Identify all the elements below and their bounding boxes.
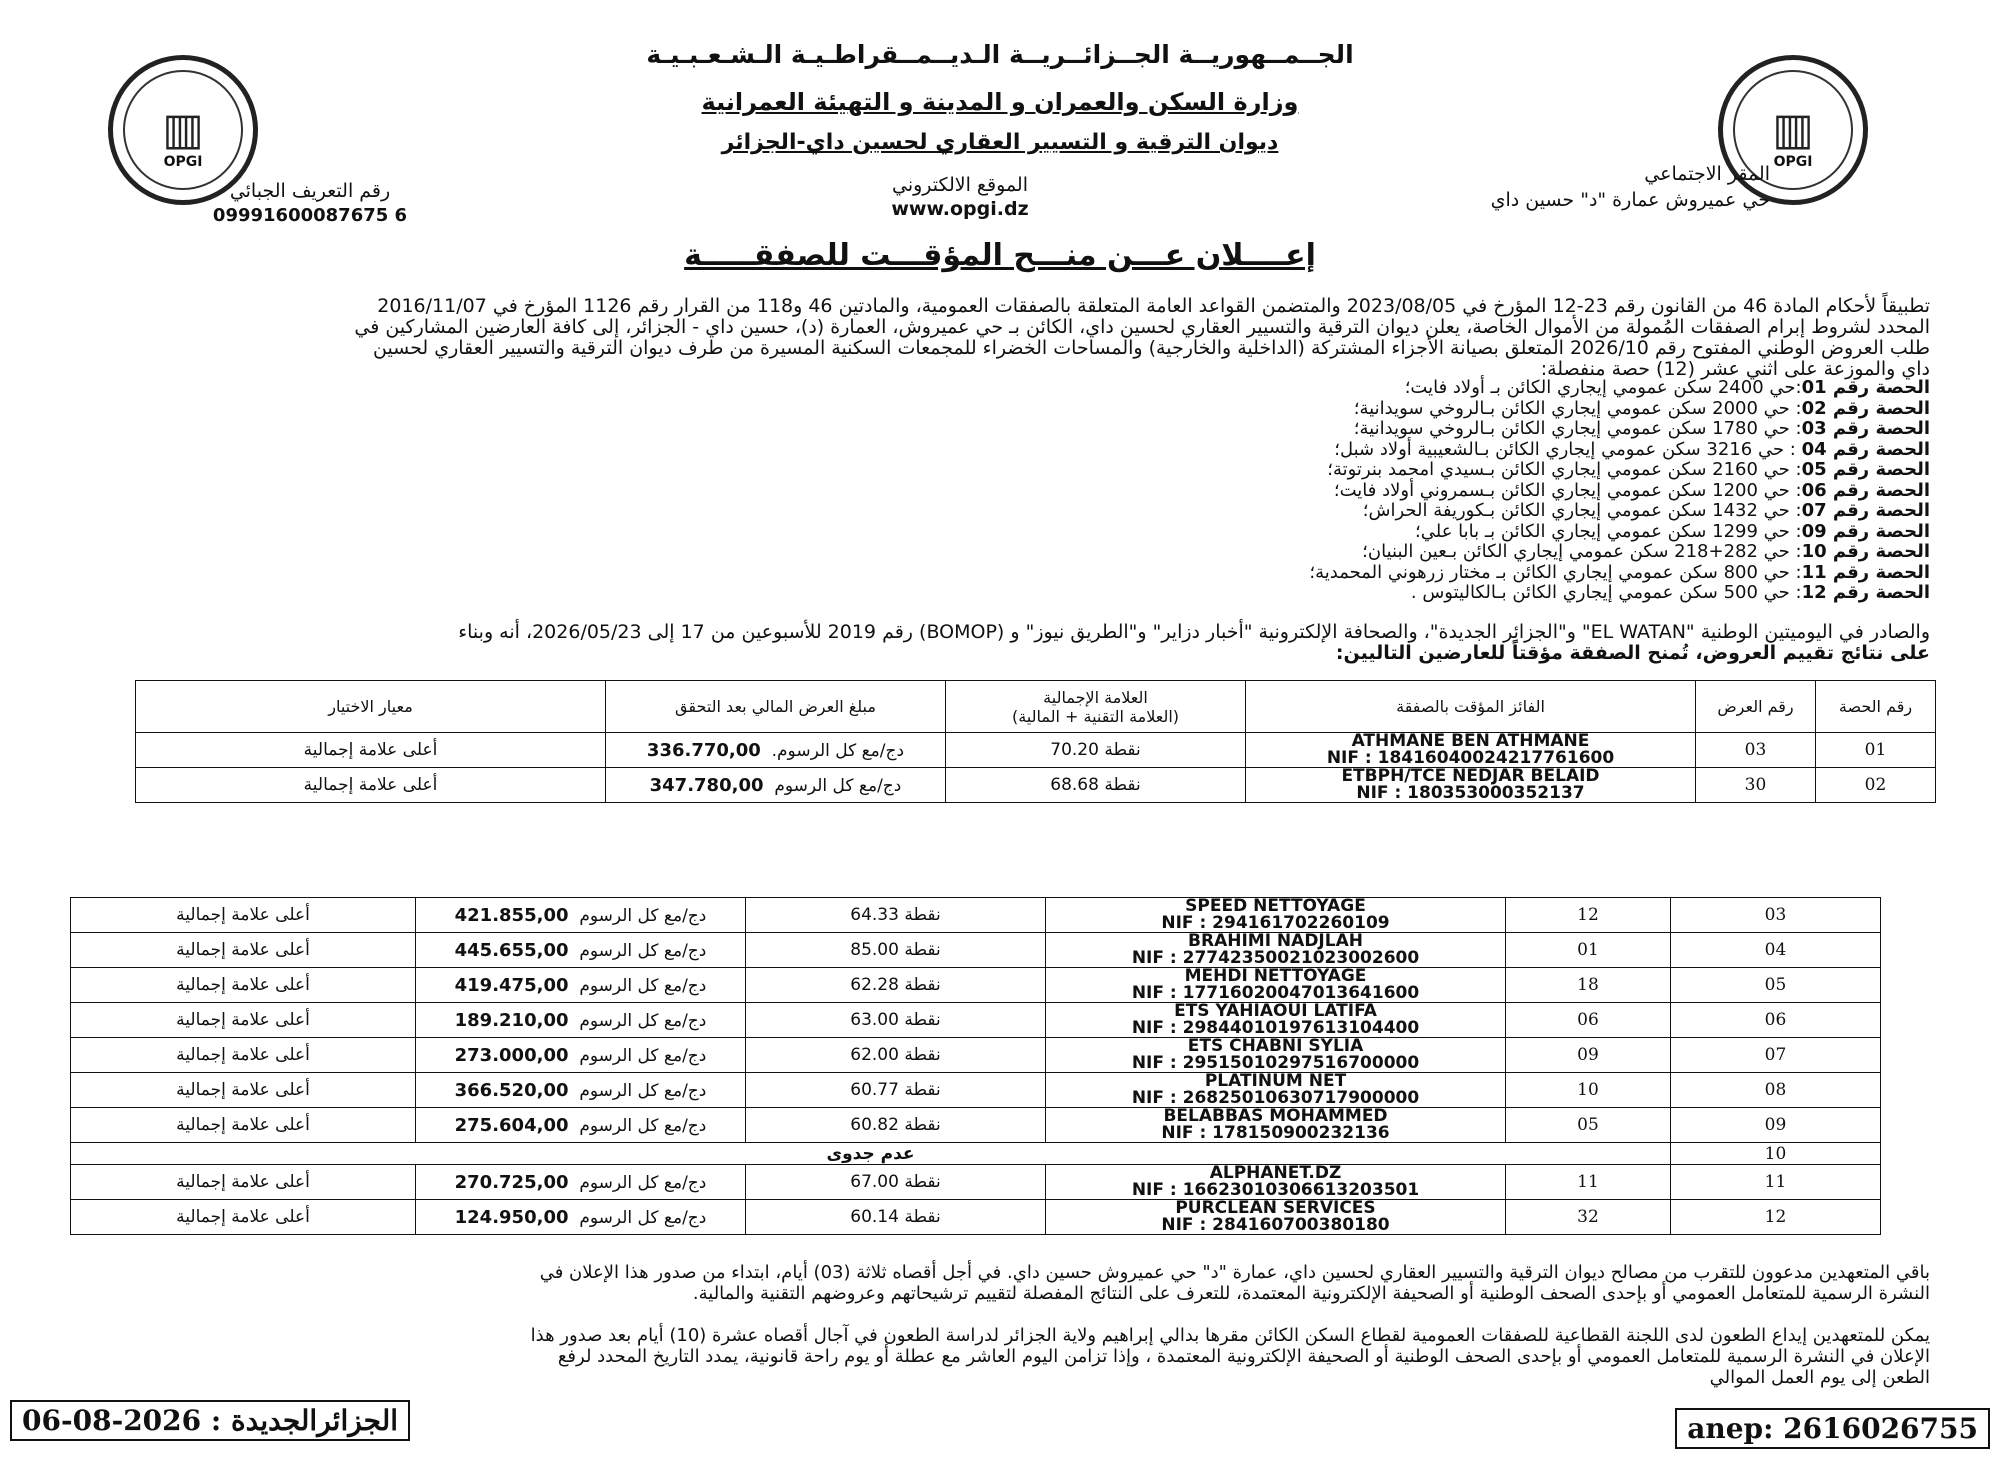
table-row [71,1073,1881,1108]
cell-offer: 30 [1696,768,1816,803]
cell-winner: ALPHANET.DZ NIF : 16623010306613203501 [1046,1165,1506,1200]
cell-lot: 08 [1671,1073,1881,1108]
cell-lot: 06 [1671,1003,1881,1038]
cell-lot: 09 [1671,1108,1881,1143]
cell-winner: ATHMANE BEN ATHMANE NIF : 18416040024217761600 [1246,733,1696,768]
table-row [136,768,1936,803]
cell-winner: ETBPH/TCE NEDJAR BELAID NIF : 180353000352137 [1246,768,1696,803]
cell-winner: ETS CHABNI SYLIA NIF : 29515010297516700000 [1046,1038,1506,1073]
intro-line: المحدد لشروط إبرام الصفقات المُمولة من الأموال الخاصة، يعلن ديوان الترقية والتسيير العقاري لحسين داي، الكائن بـ حي عميروش، العمارة (د)، حسين داي - الجزائر، إلى كافة العارضين المشاركين في [354,316,1930,338]
seal-label: OPGI [1773,154,1813,170]
cell-criterion: أعلى علامة إجمالية [136,733,606,768]
cell-lot: 04 [1671,933,1881,968]
hq-address: حي عميروش عمارة "د" حسين داي [1490,189,1770,211]
cell-score: نقطة 64.33 [746,898,1046,933]
cell-amount: 366.520,00 دج/مع كل الرسوم [416,1073,746,1108]
footer-paragraph-2: يمكن للمتعهدين إيداع الطعون لدى اللجنة القطاعية للصفقات العمومية لقطاع السكن الكائن مقرها بدالي إبراهيم ولاية الجزائر لدراسة الطعون في آجال أقصاه عشرة (10) أيام بعد صدور هذا الإعلان في النشرة الرسمية للمتعامل العمومي أو بإحدى الصحف الوطنية أو الصحيفة الإلكترونية المعتمدة ، وإذا تزامن اليوم العاشر مع عطلة أو يوم راحة قانونية، يمدد التاريخ المحدد لرفع الطعن إلى يوم العمل الموالي [530,1325,1930,1388]
announcement-title: إعــــلان عـــن منـــح المؤقـــت للصفقـــــة [684,238,1316,273]
header-offer: رقم العرض [1696,681,1816,733]
cell-score: نقطة 62.28 [746,968,1046,1003]
lot-item: الحصة رقم 04 : حي 3216 سكن عمومي إيجاري الكائن بـالشعيبية أولاد شبل؛ [1334,438,1930,460]
table-row [71,933,1881,968]
cell-lot: 10 [1671,1143,1881,1165]
cell-score: نقطة 62.00 [746,1038,1046,1073]
cell-lot: 01 [1816,733,1936,768]
cell-amount: 336.770,00 دج/مع كل الرسوم. [606,733,946,768]
cell-amount: 273.000,00 دج/مع كل الرسوم [416,1038,746,1073]
publication-line: على نتائج تقييم العروض، تُمنح الصفقة مؤقتاً للعارضين التاليين: [1335,642,1930,664]
cell-amount: 275.604,00 دج/مع كل الرسوم [416,1108,746,1143]
table-row-lot10 [71,1143,1881,1165]
intro-line: داي والموزعة على اثني عشر (12) حصة منفصلة: [1540,358,1930,380]
cell-score: نقطة 68.68 [946,768,1246,803]
cell-score: نقطة 70.20 [946,733,1246,768]
newspaper-date-stamp: الجزائرالجديدة : 2026-08-06 [10,1400,410,1441]
lot-item: الحصة رقم 12: حي 500 سكن عمومي إيجاري الكائن بـالكاليتوس . [1410,582,1930,603]
lot-item: الحصة رقم 09: حي 1299 سكن عمومي إيجاري الكائن بـ بابا علي؛ [1415,520,1930,542]
building-icon: ▥ [162,104,204,155]
results-table-2 [70,897,1881,1235]
header-criterion: معيار الاختيار [136,681,606,733]
lot-item: الحصة رقم 07: حي 1432 سكن عمومي إيجاري الكائن بـكوريفة الحراش؛ [1362,500,1930,521]
cell-winner: PLATINUM NET NIF : 26825010630717900000 [1046,1073,1506,1108]
cell-lot: 07 [1671,1038,1881,1073]
intro-line: طلب العروض الوطني المفتوح رقم 2026/10 المتعلق بصيانة الأجزاء المشتركة (الداخلية والخارجية) والمساحات الخضراء للمجمعات السكنية المسيرة من طرف ديوان الترقية والتسيير العقاري لحسين [372,337,1930,359]
cell-score: نقطة 60.77 [746,1073,1046,1108]
table-row [71,1108,1881,1143]
header-amount: مبلغ العرض المالي بعد التحقق [606,681,946,733]
cell-lot: 02 [1816,768,1936,803]
cell-criterion: أعلى علامة إجمالية [71,1038,416,1073]
cell-offer: 18 [1506,968,1671,1003]
cell-amount: 419.475,00 دج/مع كل الرسوم [416,968,746,1003]
lot-item: الحصة رقم 01:حي 2400 سكن عمومي إيجاري الكائن بـ أولاد فايت؛ [1404,377,1930,398]
cell-score: نقطة 63.00 [746,1003,1046,1038]
cell-amount: 124.950,00 دج/مع كل الرسوم [416,1200,746,1235]
cell-amount: 347.780,00 دج/مع كل الرسوم [606,768,946,803]
office-title: ديوان الترقية و التسيير العقاري لحسين داي-الجزائر [721,130,1279,155]
table-header-row [136,681,1936,733]
cell-offer: 03 [1696,733,1816,768]
table-row [71,1038,1881,1073]
cell-criterion: أعلى علامة إجمالية [71,968,416,1003]
hq-label: المقر الاجتماعي [1644,163,1770,185]
cell-offer: 01 [1506,933,1671,968]
seal-label: OPGI [163,154,203,170]
cell-offer: 09 [1506,1038,1671,1073]
results-table-1 [135,680,1936,803]
cell-amount: 189.210,00 دج/مع كل الرسوم [416,1003,746,1038]
cell-score: نقطة 60.14 [746,1200,1046,1235]
cell-criterion: أعلى علامة إجمالية [136,768,606,803]
building-icon: ▥ [1772,104,1814,155]
cell-criterion: أعلى علامة إجمالية [71,933,416,968]
ministry-title: وزارة السكن والعمران و المدينة و التهيئة العمرانية [701,88,1299,116]
table-row [71,1003,1881,1038]
lot-item: الحصة رقم 11: حي 800 سكن عمومي إيجاري الكائن بـ مختار زرهوني المحمدية؛ [1309,561,1930,583]
cell-criterion: أعلى علامة إجمالية [71,1073,416,1108]
republic-title: الجــمــهوريــة الجــزائــريــة الـديــمــقراطـيـة الـشـعـبـيـة [646,40,1354,69]
cell-lot: 03 [1671,898,1881,933]
cell-winner: PURCLEAN SERVICES NIF : 284160700380180 [1046,1200,1506,1235]
lot-item: الحصة رقم 03: حي 1780 سكن عمومي إيجاري الكائن بـالروخي سويدانية؛ [1353,418,1930,439]
lot-item: الحصة رقم 10: حي 282+218 سكن عمومي إيجاري الكائن بـعين البنيان؛ [1362,541,1930,562]
cell-criterion: أعلى علامة إجمالية [71,1003,416,1038]
intro-paragraph [130,296,1930,380]
cell-lot: 12 [1671,1200,1881,1235]
cell-score: نقطة 85.00 [746,933,1046,968]
cell-offer: 10 [1506,1073,1671,1108]
tax-id-value: 09991600087675 6 [212,205,408,226]
cell-winner: ETS YAHIAOUI LATIFA NIF : 29844010197613104400 [1046,1003,1506,1038]
anep-reference: anep: 2616026755 [1675,1408,1990,1449]
lot-item: الحصة رقم 05: حي 2160 سكن عمومي إيجاري الكائن بـسيدي امحمد بنرتوتة؛ [1327,459,1930,480]
intro-line: تطبيقاً لأحكام المادة 46 من القانون رقم 23-12 المؤرخ في 2023/08/05 والمتضمن القواعد العامة المتعلقة بالصفقات العمومية، والمادتين 46 و118 من القرار رقم 1126 المؤرخ في 2016/11/07 [377,295,1930,317]
table-row [71,968,1881,1003]
cell-amount: 421.855,00 دج/مع كل الرسوم [416,898,746,933]
cell-offer: 05 [1506,1108,1671,1143]
website-link[interactable]: www.opgi.dz [891,198,1029,220]
footer-paragraph-1: باقي المتعهدين مدعوون للتقرب من مصالح ديوان الترقية والتسيير العقاري لحسين داي، عمارة "د" حي عميروش حسين داي. في أجل أقصاه ثلاثة (03) أيام، ابتداء من صدور هذا الإعلان في النشرة الرسمية للمتعامل العمومي أو بإحدى الصحف الوطنية أو الصحيفة الإلكترونية المعتمدة، للتعرف على النتائج المفصلة لتقييم ترشيحاتهم وعروضهم التقنية والمالية. [539,1262,1930,1304]
cell-criterion: أعلى علامة إجمالية [71,898,416,933]
cell-amount: 445.655,00 دج/مع كل الرسوم [416,933,746,968]
cell-winner: BRAHIMI NADJLAH NIF : 27742350021023002600 [1046,933,1506,968]
header-score: العلامة الإجمالية (العلامة التقنية + المالية) [946,681,1246,733]
cell-amount: 270.725,00 دج/مع كل الرسوم [416,1165,746,1200]
cell-winner: SPEED NETTOYAGE NIF : 294161702260109 [1046,898,1506,933]
header-lot: رقم الحصة [1816,681,1936,733]
cell-lot: 11 [1671,1165,1881,1200]
cell-score: نقطة 60.82 [746,1108,1046,1143]
table-row [71,898,1881,933]
cell-offer: 32 [1506,1200,1671,1235]
cell-status: عدم جدوى [71,1143,1671,1165]
cell-score: نقطة 67.00 [746,1165,1046,1200]
cell-winner: MEHDI NETTOYAGE NIF : 17716020047013641600 [1046,968,1506,1003]
lot-item: الحصة رقم 06: حي 1200 سكن عمومي إيجاري الكائن بـسمروني أولاد فايت؛ [1333,479,1930,501]
cell-offer: 11 [1506,1165,1671,1200]
cell-offer: 06 [1506,1003,1671,1038]
tax-id-label: رقم التعريف الجبائي [229,180,391,202]
cell-criterion: أعلى علامة إجمالية [71,1165,416,1200]
lots-list [700,378,1930,604]
publication-paragraph [130,622,1930,664]
table-row [71,1200,1881,1235]
publication-line: والصادر في اليوميتين الوطنية "EL WATAN" و"الجزائر الجديدة"، والصحافة الإلكترونية "أخبار دزاير" و"الطريق نيوز" و (BOMOP) رقم 2019 للأسبوعين من 17 إلى 2026/05/23، أنه وبناء [458,621,1930,643]
table-row [71,1165,1881,1200]
cell-offer: 12 [1506,898,1671,933]
cell-winner: BELABBAS MOHAMMED NIF : 178150900232136 [1046,1108,1506,1143]
header-winner: الفائز المؤقت بالصفقة [1246,681,1696,733]
cell-lot: 05 [1671,968,1881,1003]
website-label: الموقع الالكتروني [891,174,1028,196]
cell-criterion: أعلى علامة إجمالية [71,1108,416,1143]
lot-item: الحصة رقم 02: حي 2000 سكن عمومي إيجاري الكائن بـالروخي سويدانية؛ [1353,397,1930,419]
cell-criterion: أعلى علامة إجمالية [71,1200,416,1235]
table-row [136,733,1936,768]
